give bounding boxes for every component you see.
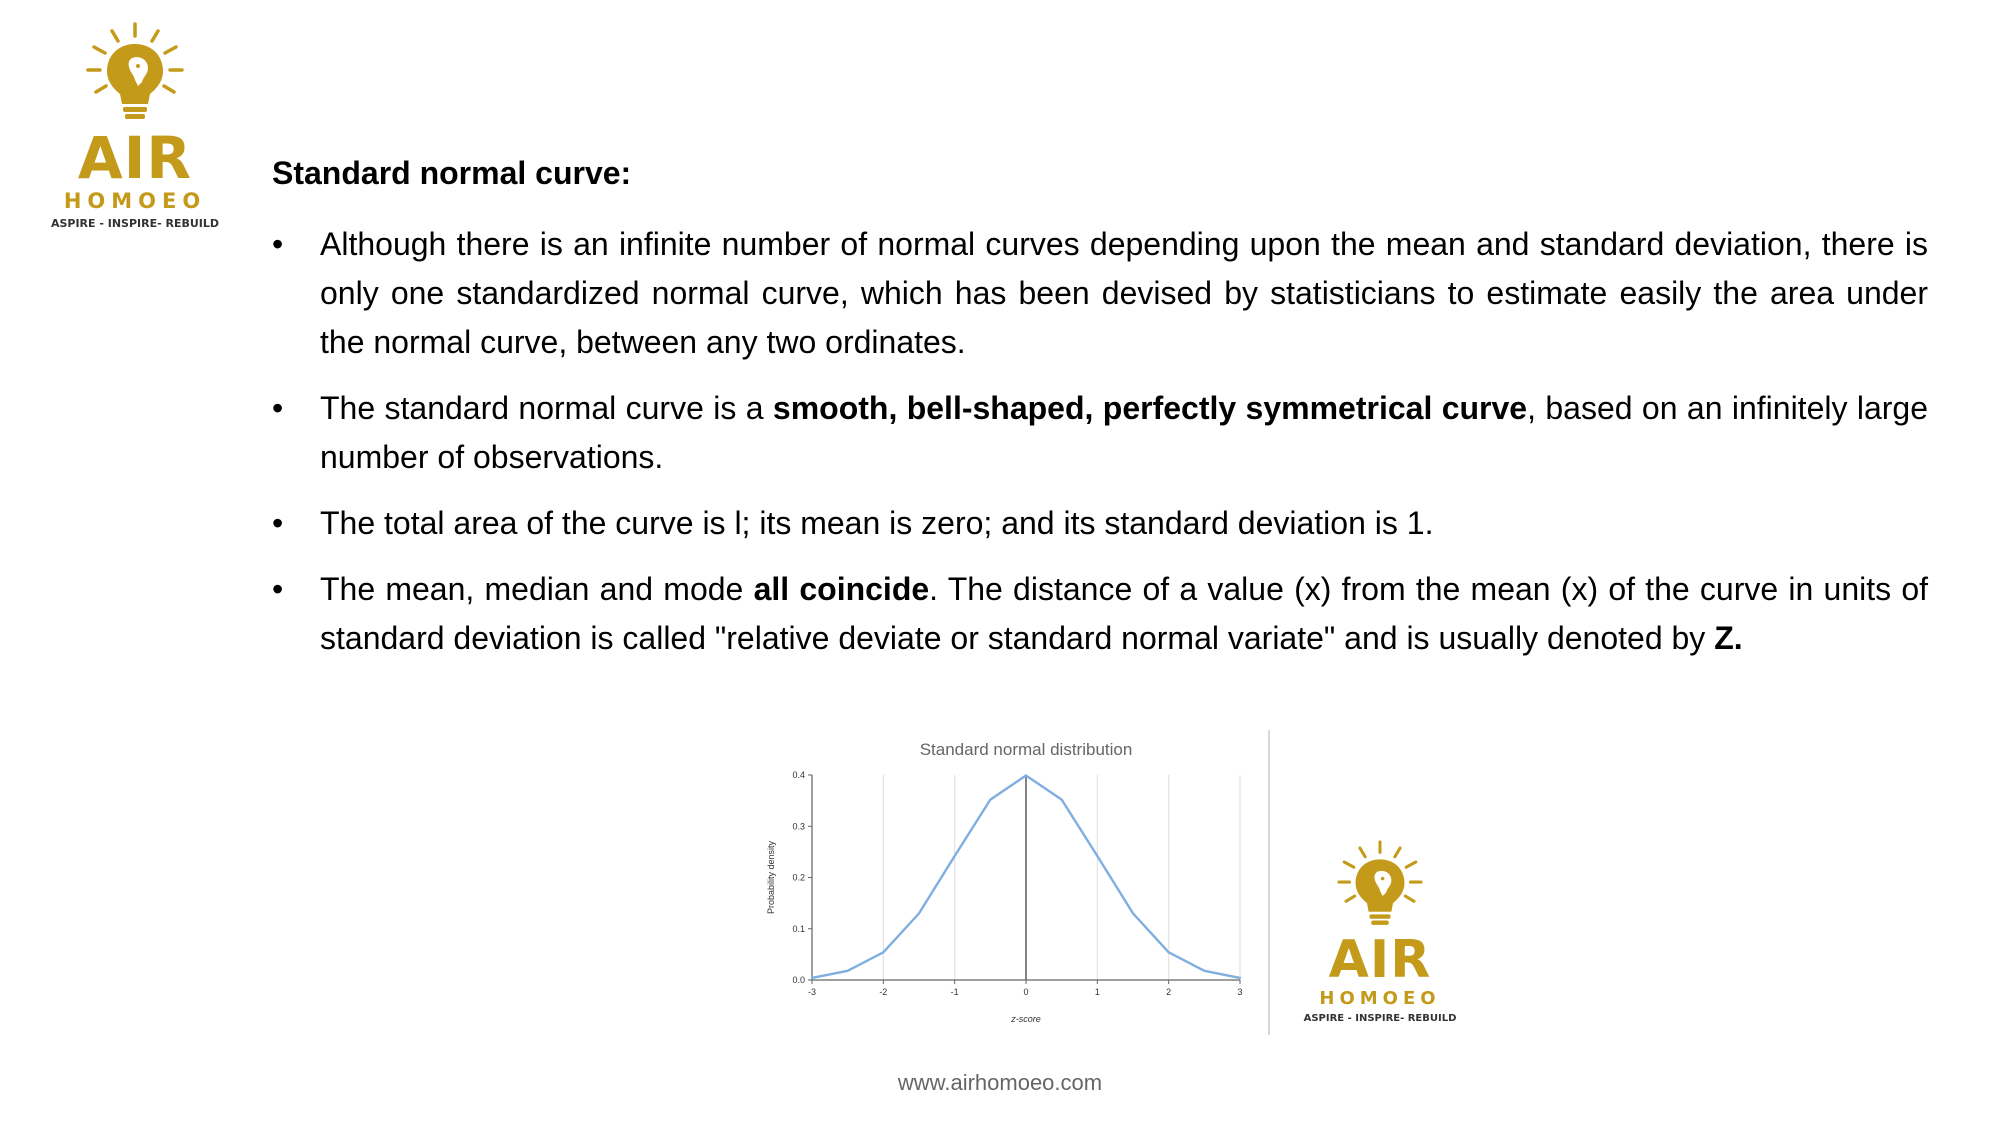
lightbulb-head-icon bbox=[80, 22, 190, 127]
x-tick-label: -2 bbox=[879, 987, 888, 997]
text-run: Although there is an infinite number of normal curves depending upon the mean and standard deviation, there is only one standardized normal curve, which has been devised by statisticians to estimate easily the area under the normal curve, between any two ordinates. bbox=[320, 226, 1928, 360]
y-tick-label: 0.1 bbox=[792, 923, 805, 934]
data-point bbox=[918, 913, 919, 914]
divider bbox=[1268, 730, 1270, 1035]
bullet-text bbox=[320, 390, 1928, 475]
y-tick-label: 0.4 bbox=[792, 770, 805, 780]
y-tick-label: 0.3 bbox=[792, 821, 805, 832]
logo-wordmark: AIR bbox=[1328, 930, 1432, 990]
logo-tagline: ASPIRE - INSPIRE- REBUILD bbox=[50, 217, 220, 230]
data-point bbox=[1097, 855, 1098, 856]
bullet-list bbox=[272, 220, 1928, 680]
bullet-item bbox=[272, 384, 1928, 482]
text-run: , based on an infinitely large number of observations. bbox=[320, 390, 1928, 475]
logo-subtitle: HOMOEO bbox=[63, 189, 207, 213]
logo-subtitle: HOMOEO bbox=[1319, 988, 1441, 1009]
x-tick-label: 3 bbox=[1237, 987, 1243, 997]
data-point bbox=[990, 799, 991, 800]
bold-text: Z. bbox=[1714, 620, 1743, 656]
bullet-item bbox=[272, 565, 1928, 663]
data-point bbox=[883, 952, 884, 953]
data-point bbox=[1025, 775, 1026, 776]
normal-distribution-chart bbox=[760, 735, 1260, 1035]
lightbulb-head-icon bbox=[1332, 840, 1428, 932]
data-point bbox=[1061, 799, 1062, 800]
logo-tagline: ASPIRE - INSPIRE- REBUILD bbox=[1303, 1013, 1457, 1024]
x-axis-label: z-score bbox=[1011, 1014, 1041, 1024]
bullet-dot: • bbox=[272, 390, 284, 426]
data-point bbox=[847, 970, 848, 971]
x-tick-label: -3 bbox=[807, 987, 817, 997]
y-axis-label: Probability density bbox=[766, 840, 776, 915]
chart-title: Standard normal distribution bbox=[919, 740, 1133, 759]
brand-logo bbox=[40, 22, 230, 229]
bullet-item bbox=[272, 220, 1928, 367]
page-title: Standard normal curve: bbox=[272, 155, 632, 191]
text-run: The mean, median and mode bbox=[320, 571, 754, 607]
footer-url: www.airhomoeo.com bbox=[897, 1070, 1103, 1095]
bullet-dot: • bbox=[272, 571, 284, 607]
bullet-text bbox=[320, 571, 1928, 656]
brand-logo-small bbox=[1295, 840, 1465, 1024]
data-point bbox=[954, 855, 955, 856]
bullet-text bbox=[320, 226, 1928, 360]
x-tick-label: 0 bbox=[1023, 987, 1029, 997]
y-tick-label: 0.2 bbox=[792, 872, 805, 883]
y-tick-label: 0.0 bbox=[792, 975, 805, 985]
bullet-item bbox=[272, 499, 1928, 548]
x-tick-label: 2 bbox=[1166, 987, 1172, 997]
bullet-text bbox=[320, 505, 1433, 541]
data-point bbox=[1239, 977, 1240, 978]
bold-text: smooth, bell-shaped, perfectly symmetrical curve bbox=[772, 390, 1528, 426]
chart-svg bbox=[760, 735, 1260, 1035]
data-point bbox=[1168, 952, 1169, 953]
data-point bbox=[1132, 913, 1133, 914]
data-point bbox=[811, 977, 812, 978]
x-tick-label: -1 bbox=[950, 987, 959, 997]
text-run: The standard normal curve is a bbox=[320, 390, 773, 426]
bold-text: all coincide bbox=[753, 571, 930, 607]
bullet-dot: • bbox=[272, 505, 284, 541]
data-point bbox=[1204, 970, 1205, 971]
text-run: . The distance of a value (x) from the mean (x) of the curve in units of standard deviation is called "relative deviate or standard normal variate" and is usually denoted by bbox=[320, 571, 1929, 656]
logo-wordmark: AIR bbox=[77, 124, 193, 192]
text-run: The total area of the curve is l; its mean is zero; and its standard deviation is 1. bbox=[320, 505, 1434, 541]
x-tick-label: 1 bbox=[1094, 987, 1100, 997]
bullet-dot: • bbox=[272, 226, 284, 262]
